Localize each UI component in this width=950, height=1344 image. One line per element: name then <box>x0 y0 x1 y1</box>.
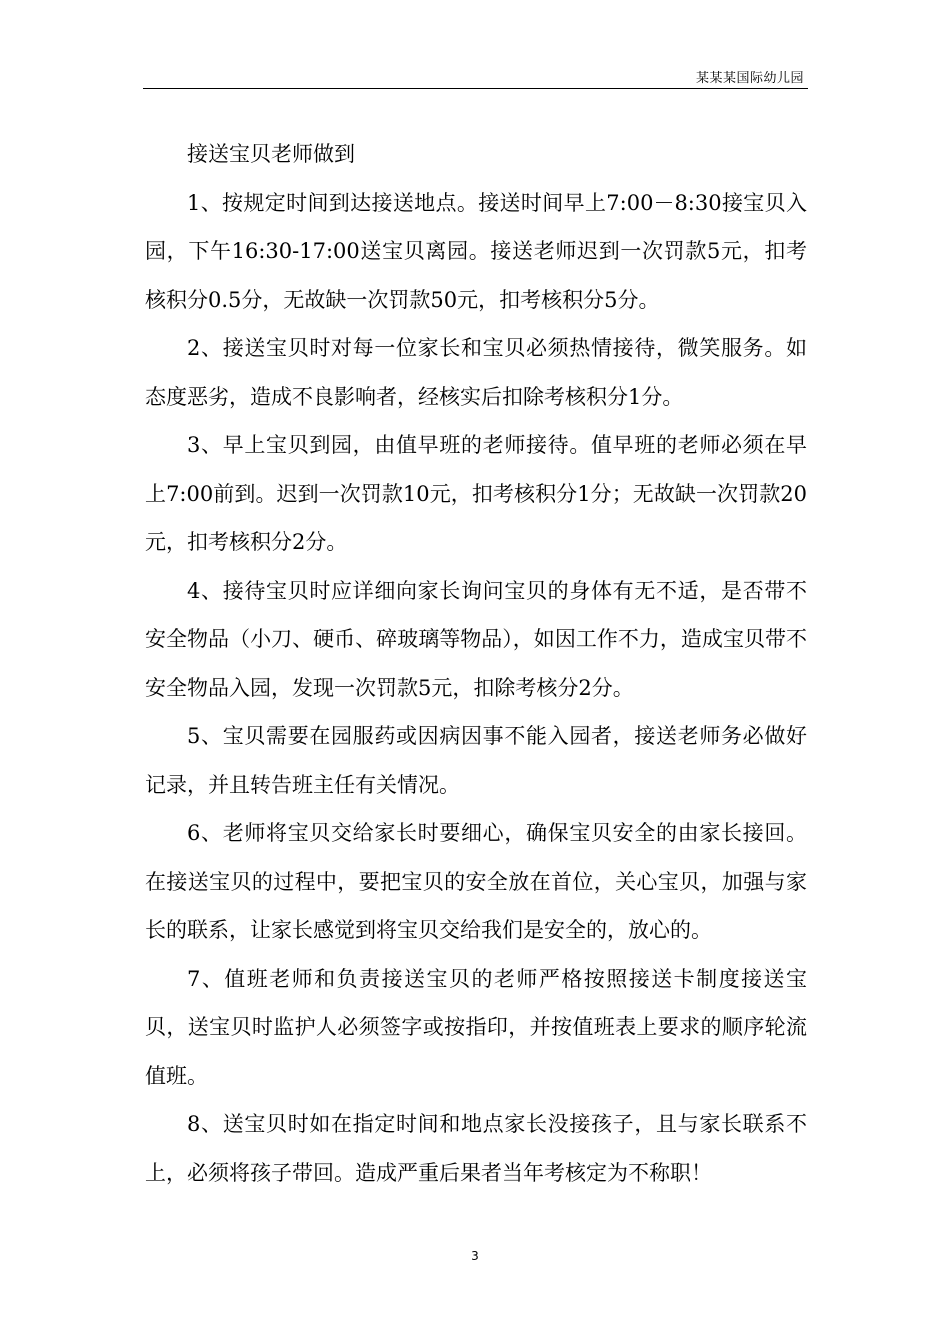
page-number: 3 <box>471 1249 479 1263</box>
document-title: 接送宝贝老师做到 <box>187 142 355 166</box>
paragraph-3: 3、早上宝贝到园，由值早班的老师接待。值早班的老师必须在早上7:00前到。迟到一次罚款10元，扣考核积分1分；无故缺一次罚款20元，扣考核积分2分。 <box>145 433 807 554</box>
header-school-name: 某某某国际幼儿园 <box>695 71 804 86</box>
paragraph-8: 8、送宝贝时如在指定时间和地点家长没接孩子，且与家长联系不上，必须将孩子带回。造成严重后果者当年考核定为不称职！ <box>145 1112 807 1185</box>
paragraph-2: 2、接送宝贝时对每一位家长和宝贝必须热情接待，微笑服务。如态度恶劣，造成不良影响者，经核实后扣除考核积分1分。 <box>145 336 807 409</box>
paragraph-5: 5、宝贝需要在园服药或因病因事不能入园者，接送老师务必做好记录，并且转告班主任有关情况。 <box>145 724 807 797</box>
page-header <box>143 64 808 89</box>
paragraph-1: 1、按规定时间到达接送地点。接送时间早上7:00－8:30接宝贝入园，下午16:30-17:00送宝贝离园。接送老师迟到一次罚款5元，扣考核积分0.5分，无故缺一次罚款50元，扣考核积分5分。 <box>145 190 807 312</box>
document-body <box>145 130 807 1197</box>
paragraph-6: 6、老师将宝贝交给家长时要细心，确保宝贝安全的由家长接回。在接送宝贝的过程中，要把宝贝的安全放在首位，关心宝贝，加强与家长的联系，让家长感觉到将宝贝交给我们是安全的，放心的。 <box>145 821 807 942</box>
paragraph-7: 7、值班老师和负责接送宝贝的老师严格按照接送卡制度接送宝贝，送宝贝时监护人必须签字或按指印，并按值班表上要求的顺序轮流值班。 <box>145 966 807 1088</box>
paragraph-4: 4、接待宝贝时应详细向家长询问宝贝的身体有无不适，是否带不安全物品（小刀、硬币、碎玻璃等物品），如因工作不力，造成宝贝带不安全物品入园，发现一次罚款5元，扣除考核分2分。 <box>145 578 807 700</box>
